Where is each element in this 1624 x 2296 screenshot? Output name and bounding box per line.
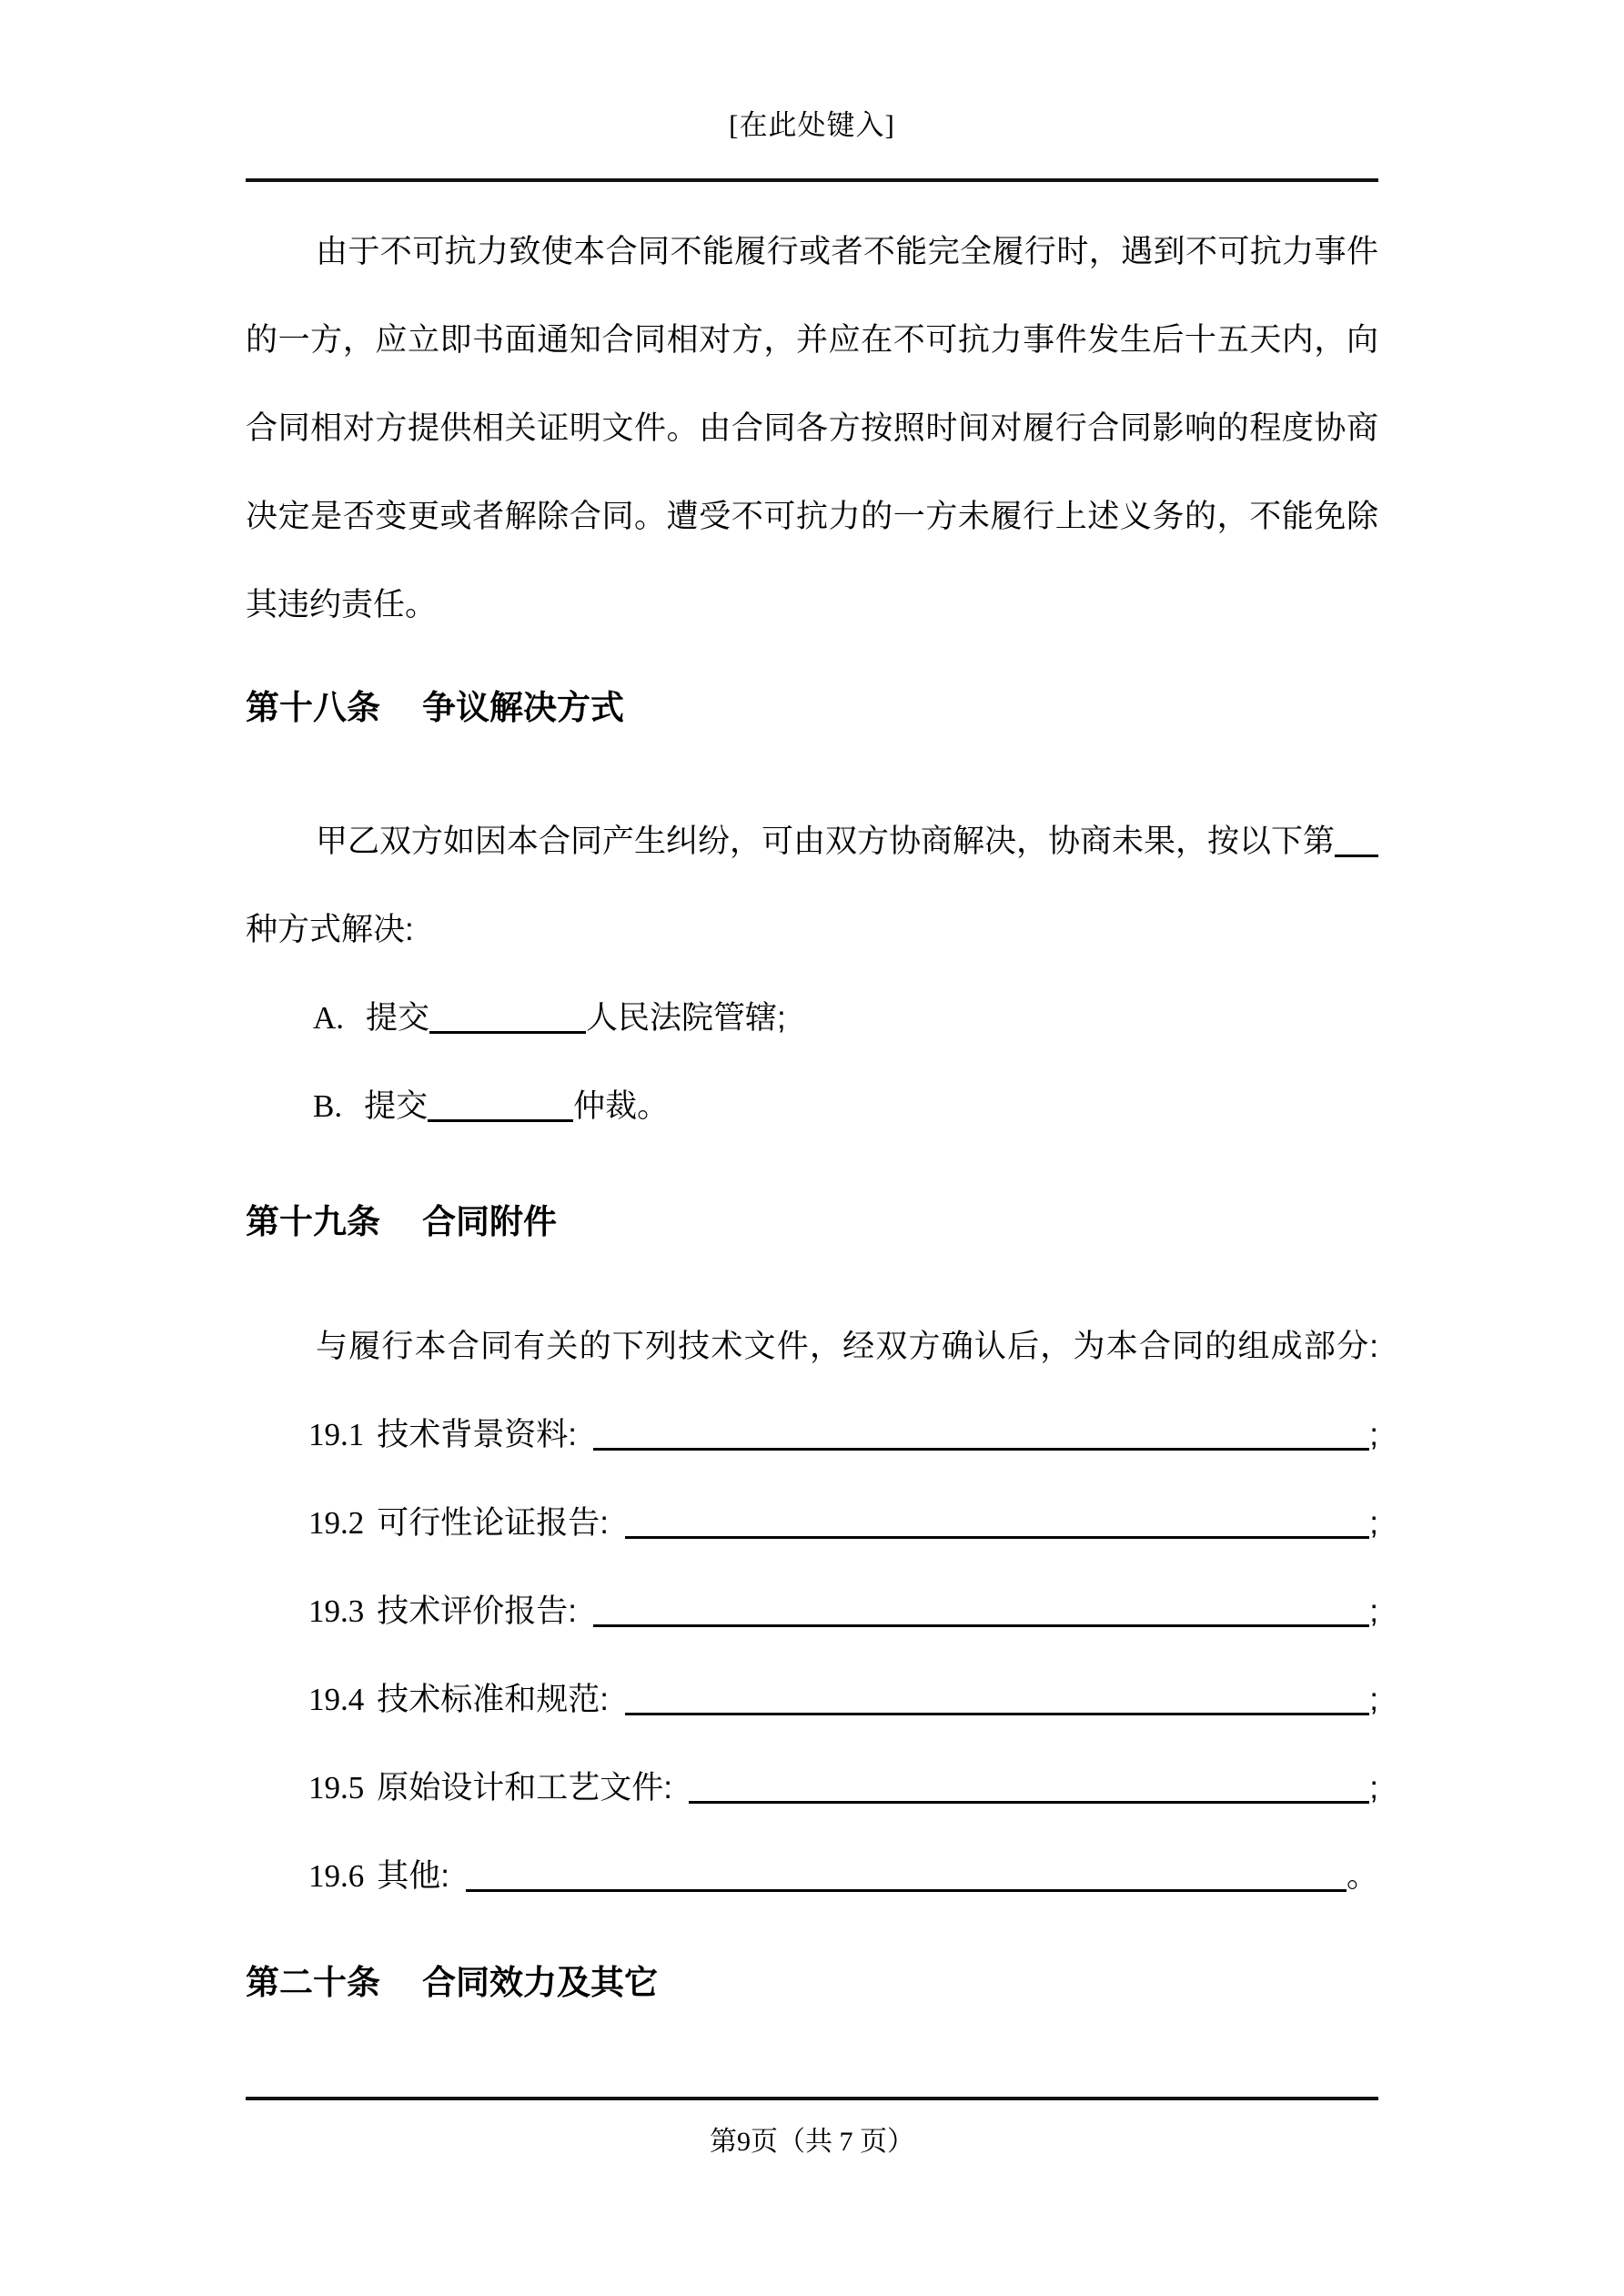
article-title: 争议解决方式 — [422, 689, 624, 726]
paragraph-attachments-intro — [246, 1302, 1378, 1391]
item-label: 原始设计和工艺文件: — [377, 1770, 672, 1805]
page-header-placeholder: [在此处键入] — [729, 109, 895, 141]
item-label: 技术评价报告: — [377, 1593, 577, 1629]
blank-field-other[interactable] — [466, 1832, 1347, 1892]
dispute-options — [246, 974, 1378, 1150]
page-footer: 第9页（共 7 页） — [710, 2127, 914, 2157]
paragraph-line: 由于不可抗力致使本合同不能履行或者不能完全履行时，遇到不可抗力事件 — [316, 234, 1378, 269]
blank-field-feasibility[interactable] — [625, 1479, 1369, 1539]
item-label: 可行性论证报告: — [377, 1505, 609, 1541]
option-item-b: B. 提交 仲裁。 — [313, 1088, 670, 1124]
blank-field-evaluation[interactable] — [593, 1567, 1369, 1627]
option-item-a: A. 提交 人民法院管辖; — [313, 1000, 786, 1036]
article-18-heading — [246, 663, 1378, 752]
attachment-item: 19.2 可行性论证报告: ; — [246, 1479, 1378, 1567]
item-number: 19.3 — [308, 1593, 365, 1629]
paragraph-dispute — [246, 797, 1378, 974]
paragraph-force-majeure — [246, 207, 1378, 649]
item-number: 19.1 — [308, 1417, 365, 1452]
article-title: 合同效力及其它 — [422, 1964, 658, 2001]
blank-field-original-design[interactable] — [689, 1744, 1369, 1804]
footer-rule — [246, 2097, 1378, 2100]
attachment-item: 19.1 技术背景资料: ; — [246, 1391, 1378, 1479]
paragraph-line: 的一方，应立即书面通知合同相对方，并应在不可抗力事件发生后十五天内，向 — [246, 322, 1378, 358]
blank-field-standards[interactable] — [625, 1655, 1369, 1715]
item-label: 其他: — [377, 1858, 449, 1894]
attachment-item: 19.4 技术标准和规范: ; — [246, 1655, 1378, 1744]
article-number: 第十八条 — [246, 689, 380, 726]
item-label: 技术标准和规范: — [377, 1682, 609, 1717]
header-rule — [246, 178, 1378, 182]
paragraph-line: 甲乙双方如因本合同产生纠纷，可由双方协商解决，协商未果，按以下第 — [246, 797, 1378, 885]
paragraph-line: 与履行本合同有关的下列技术文件，经双方确认后，为本合同的组成部分: — [316, 1329, 1378, 1364]
article-19-heading — [246, 1178, 1378, 1266]
paragraph-line: 其违约责任。 — [246, 587, 438, 622]
document-body — [246, 207, 1378, 2027]
paragraph-line: 决定是否变更或者解除合同。遭受不可抗力的一方未履行上述义务的，不能免除 — [246, 499, 1378, 534]
attachment-item: 19.3 技术评价报告: ; — [246, 1567, 1378, 1655]
attachment-item: 19.6 其他: 。 — [246, 1832, 1378, 1920]
paragraph-line: 合同相对方提供相关证明文件。由合同各方按照时间对履行合同影响的程度协商 — [246, 410, 1378, 446]
article-number: 第十九条 — [246, 1203, 380, 1240]
attachment-item: 19.5 原始设计和工艺文件: ; — [246, 1744, 1378, 1832]
attachment-list — [246, 1391, 1378, 1920]
article-number: 第二十条 — [246, 1964, 380, 2001]
item-number: 19.6 — [308, 1858, 365, 1894]
item-number: 19.2 — [308, 1505, 365, 1541]
paragraph-line: 种方式解决: — [246, 912, 414, 947]
article-20-heading — [246, 1938, 1378, 2027]
blank-field-method-number[interactable] — [1335, 797, 1378, 857]
blank-field-arbitration[interactable] — [428, 1119, 573, 1122]
article-title: 合同附件 — [422, 1203, 557, 1240]
item-number: 19.5 — [308, 1770, 365, 1805]
option-label: B. — [313, 1088, 343, 1124]
option-label: A. — [313, 1000, 345, 1036]
blank-field-background[interactable] — [593, 1391, 1369, 1451]
blank-field-court[interactable] — [429, 1031, 586, 1034]
item-label: 技术背景资料: — [377, 1417, 577, 1452]
item-number: 19.4 — [308, 1682, 365, 1717]
